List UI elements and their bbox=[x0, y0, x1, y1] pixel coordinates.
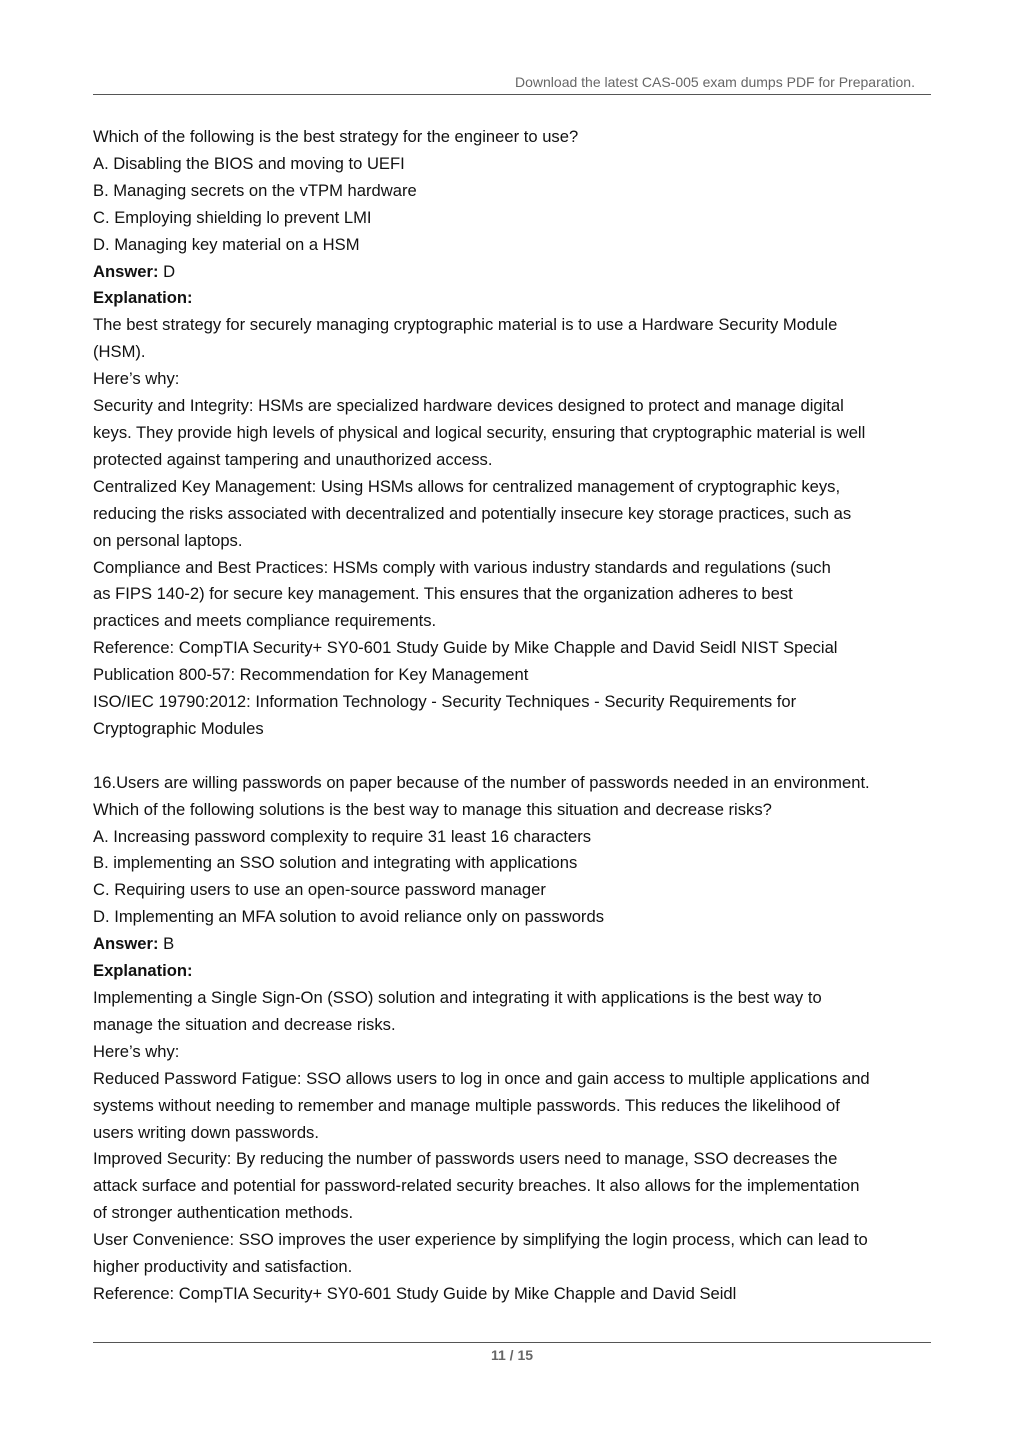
explanation-line: users writing down passwords. bbox=[93, 1122, 319, 1142]
answer-label: Answer: bbox=[93, 261, 159, 281]
explanation-line: protected against tampering and unauthorized access. bbox=[93, 449, 493, 469]
explanation-line: attack surface and potential for password-related security breaches. It also allows for the implementation bbox=[93, 1176, 860, 1196]
explanation-line: higher productivity and satisfaction. bbox=[93, 1257, 353, 1277]
page-header bbox=[93, 72, 931, 95]
explanation-line: on personal laptops. bbox=[93, 530, 243, 550]
explanation-line: The best strategy for securely managing cryptographic material is to use a Hardware Security Module bbox=[93, 315, 838, 335]
reference-line: Publication 800-57: Recommendation for Key Management bbox=[93, 665, 529, 685]
explanation-line: Implementing a Single Sign-On (SSO) solution and integrating it with applications is the best way to bbox=[93, 987, 822, 1007]
option-d: D. Implementing an MFA solution to avoid reliance only on passwords bbox=[93, 907, 604, 927]
page-content bbox=[93, 124, 935, 1308]
option-c: C. Employing shielding lo prevent LMI bbox=[93, 207, 372, 227]
option-b: B. implementing an SSO solution and integrating with applications bbox=[93, 853, 578, 873]
option-b: B. Managing secrets on the vTPM hardware bbox=[93, 180, 417, 200]
option-d: D. Managing key material on a HSM bbox=[93, 234, 360, 254]
answer-label: Answer: bbox=[93, 934, 159, 954]
explanation-line: Reduced Password Fatigue: SSO allows users to log in once and gain access to multiple applications and bbox=[93, 1068, 870, 1088]
explanation-line: of stronger authentication methods. bbox=[93, 1203, 354, 1223]
section-spacer bbox=[93, 743, 935, 770]
explanation-line: keys. They provide high levels of physical and logical security, ensuring that cryptographic material is well bbox=[93, 422, 866, 442]
explanation-line: Improved Security: By reducing the number of passwords users need to manage, SSO decreases the bbox=[93, 1149, 838, 1169]
reference-line: ISO/IEC 19790:2012: Information Technology - Security Techniques - Security Requirements for bbox=[93, 692, 797, 712]
question-text: 16.Users are willing passwords on paper because of the number of passwords needed in an environment. bbox=[93, 772, 870, 792]
explanation-line: Here’s why: bbox=[93, 369, 180, 389]
reference-line: Cryptographic Modules bbox=[93, 718, 264, 738]
question-text: Which of the following is the best strategy for the engineer to use? bbox=[93, 127, 579, 146]
option-c: C. Requiring users to use an open-source password manager bbox=[93, 880, 546, 900]
explanation-line: User Convenience: SSO improves the user experience by simplifying the login process, which can lead to bbox=[93, 1230, 868, 1250]
explanation-line: Security and Integrity: HSMs are specialized hardware devices designed to protect and manage digital bbox=[93, 396, 844, 416]
option-a: A. Increasing password complexity to require 31 least 16 characters bbox=[93, 826, 592, 846]
question-text: Which of the following solutions is the best way to manage this situation and decrease risks? bbox=[93, 799, 772, 819]
explanation-line: reducing the risks associated with decentralized and potentially insecure key storage practices, such as bbox=[93, 503, 852, 523]
page-number: 11 / 15 bbox=[490, 1347, 534, 1363]
explanation-line: Compliance and Best Practices: HSMs comply with various industry standards and regulations (such bbox=[93, 557, 831, 577]
explanation-line: Here’s why: bbox=[93, 1041, 180, 1061]
answer-value: B bbox=[158, 934, 175, 954]
reference-line: Reference: CompTIA Security+ SY0-601 Study Guide by Mike Chapple and David Seidl bbox=[93, 1283, 737, 1303]
explanation-label: Explanation: bbox=[93, 961, 193, 981]
header-text: Download the latest CAS-005 exam dumps PDF for Preparation. bbox=[515, 74, 915, 90]
answer bbox=[93, 259, 935, 286]
explanation-line: as FIPS 140-2) for secure key management. This ensures that the organization adheres to best bbox=[93, 584, 793, 604]
reference-line: Reference: CompTIA Security+ SY0-601 Study Guide by Mike Chapple and David Seidl NIST Special bbox=[93, 638, 838, 658]
option-a: A. Disabling the BIOS and moving to UEFI bbox=[93, 153, 405, 173]
explanation-label: Explanation: bbox=[93, 288, 193, 308]
explanation-line: systems without needing to remember and manage multiple passwords. This reduces the likelihood of bbox=[93, 1095, 840, 1115]
explanation-line: Centralized Key Management: Using HSMs allows for centralized management of cryptographic keys, bbox=[93, 476, 841, 496]
answer-value: D bbox=[158, 261, 176, 281]
footer-divider bbox=[93, 1342, 931, 1343]
explanation-line: manage the situation and decrease risks. bbox=[93, 1014, 396, 1034]
explanation-line: (HSM). bbox=[93, 342, 146, 362]
explanation-line: practices and meets compliance requirements. bbox=[93, 611, 437, 631]
answer bbox=[93, 931, 935, 958]
